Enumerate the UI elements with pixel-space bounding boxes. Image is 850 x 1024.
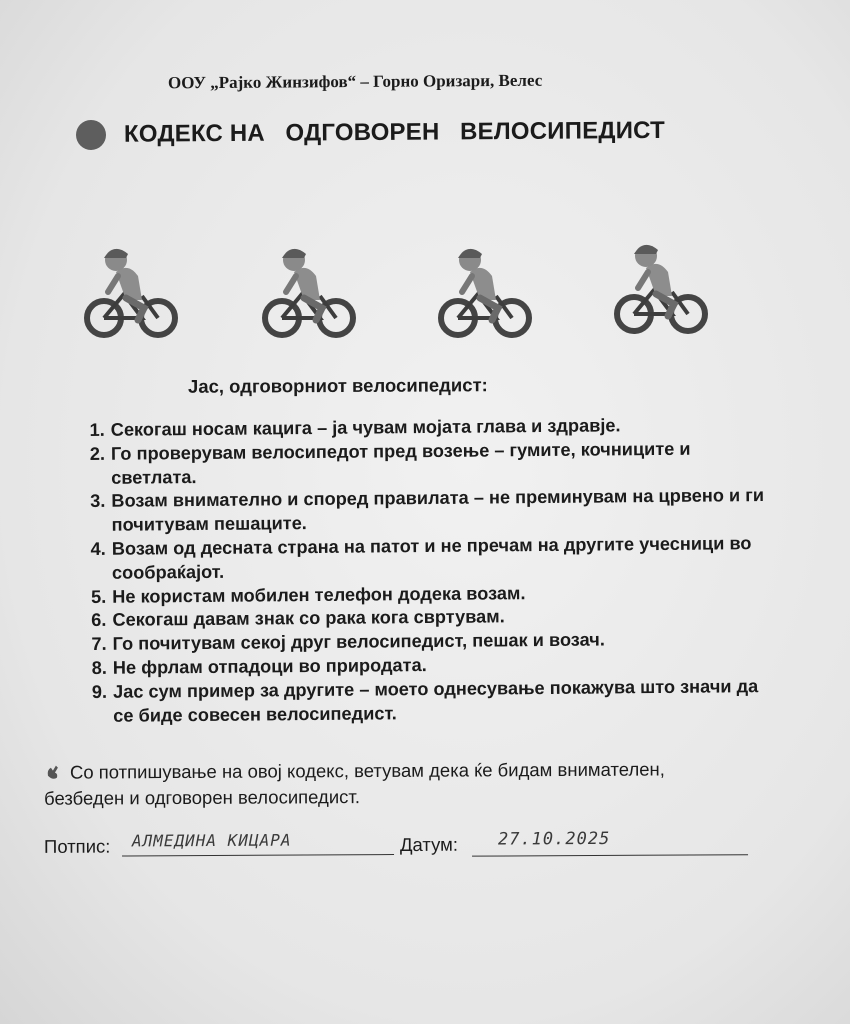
signature-row [44,826,764,870]
date-label: Датум: [399,833,459,856]
rule-number: 3. [90,491,106,512]
rule-text: Не фрлам отпадоци во природата. [112,655,427,678]
writing-hand-icon [44,762,64,782]
rule-text: Јас сум пример за другите – моето однесување покажува што значи да се биде совесен велосипедист. [112,675,759,726]
person-biking-icon [610,236,710,342]
signature-line [122,854,394,856]
rule-text: Го почитувам секој друг велосипедист, пешак и возач. [112,629,605,654]
rules-list [79,413,782,728]
rule-number: 1. [89,419,105,440]
signature-value: АЛМЕДИНА КИЦАРА [131,830,292,851]
rule-text: Го проверувам велосипедот пред возење – гумите, кочниците и светлата. [110,438,691,488]
date-line [472,854,748,856]
pledge-text: Со потпишување на овој кодекс, ветувам дека ќе бидам внимателен, безбеден и одговорен велосипедист. [44,758,665,809]
rule-number: 6. [91,610,107,631]
rule-text: Возам од десната страна на патот и не пречам на другите учесници во сообраќајот. [111,533,752,583]
rule-text: Не користам мобилен телефон додека возам. [112,582,526,607]
rule-text: Секогаш давам знак со рака кога свртувам. [112,606,505,631]
page-title: КОДЕКС НА ОДГОВОРЕН ВЕЛОСИПЕДИСТ [123,116,665,148]
list-item [81,675,781,729]
rule-number: 9. [91,681,108,702]
date-value: 27.10.2025 [497,828,611,850]
list-item [79,484,779,538]
rule-number: 8. [91,657,107,678]
pledge-paragraph [44,756,704,811]
rule-text: Возам внимателно и според правилата – не преминувам на црвено и ги почитувам пешаците. [111,485,765,535]
rule-number: 5. [90,586,107,607]
circle-bullet-icon [76,120,106,150]
rule-number: 7. [91,633,107,655]
rule-number: 2. [89,443,106,464]
school-name: ООУ „Рајко Жинзифов“ – Горно Оризари, Велес [167,70,543,93]
person-biking-icon [434,236,534,342]
signature-label: Потпис: [43,835,111,857]
rule-number: 4. [90,538,106,559]
list-item [80,532,780,586]
list-item [79,437,779,491]
intro-text: Јас, одговорниот велосипедист: [187,374,488,397]
title-row [76,116,665,150]
rule-text: Секогаш носам кацига – ја чувам мојата глава и здравје. [110,415,621,440]
cyclist-illustrations [80,236,730,346]
person-biking-icon [258,236,358,342]
person-biking-icon [80,236,180,342]
